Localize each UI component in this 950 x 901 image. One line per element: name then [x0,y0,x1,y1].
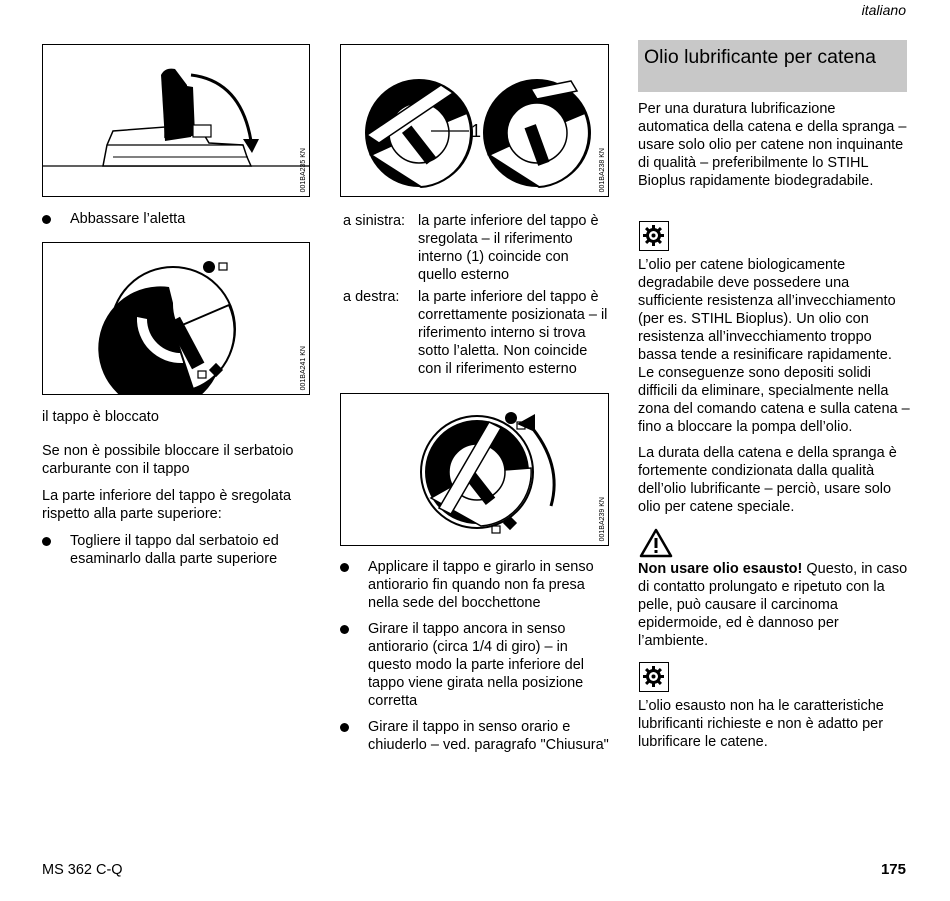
paragraph: La parte inferiore del tappo è sregolata rispetto alla parte superiore: [42,488,292,522]
term-right: a destra: [343,289,400,305]
paragraph: La durata della catena e della spranga è fortemente condizionata dalla qualità dell’olio lubrificante – perciò, usare solo olio per catene speciale. [638,445,897,515]
list-item: Togliere il tappo dal serbatoio ed esaminarlo dalla parte superiore [42,532,322,568]
warning-text: Questo, in caso di contatto prolungato e ripetuto con la pelle, può causare il carcinoma epidermoide, ed è dannoso per l’ambiente. [638,561,908,649]
bullet-dot [42,215,51,224]
warning-paragraph [638,560,910,650]
figure-code: 001BA239 KN [599,496,606,541]
warning-icon [639,528,673,558]
callout-number: 1 [471,121,482,141]
gear-note-icon [639,662,669,692]
language-label: italiano [861,2,906,18]
desc-left: la parte inferiore del tappo è sregolata – il riferimento interno (1) coincide con quello esterno [418,213,599,283]
page-number: 175 [880,861,906,878]
figure-lower-tab [42,44,310,197]
list-item: Girare il tappo ancora in senso antiorario (circa 1/4 di giro) – in questo modo la parte inferiore del tappo viene girata nella posizione corretta [340,620,610,710]
cap-comparison-illustration [341,45,609,197]
cap-locked-illustration [43,243,310,395]
figure-cap-rotate [340,393,609,546]
bullet-dot [340,723,349,732]
warning-bold: Non usare olio esausto! [638,561,803,577]
bullet-dot [42,537,51,546]
list-item: Abbassare l’aletta [42,210,302,228]
paragraph: Per una duratura lubrificazione automatica della catena e della spranga – usare solo olio per catene non inquinante di qualità – preferibilmente lo STIHL Bioplus rapidamente biodegradabile. [638,101,907,189]
section-title-bar [638,40,907,92]
lower-tab-illustration [43,45,310,197]
term-left: a sinistra: [343,213,406,229]
cap-rotate-illustration [341,394,609,546]
figure-cap-locked [42,242,310,395]
figure-cap-comparison [340,44,609,197]
bullet-dot [340,563,349,572]
section-heading: Se non è possibile bloccare il serbatoio carburante con il tappo [42,443,294,477]
desc-right: la parte inferiore del tappo è correttamente posizionata – il riferimento interno si trova sotto l’aletta. Non coincide con il riferimento esterno [418,289,608,377]
locked-caption: il tappo è bloccato [42,409,159,425]
figure-code: 001BA238 KN [599,147,606,192]
bullet-dot [340,625,349,634]
list-item: Girare il tappo in senso orario e chiuderlo – ved. paragrafo "Chiusura" [340,718,610,754]
section-title: Olio lubrificante per catena [644,46,876,68]
gear-note-icon [639,221,669,251]
paragraph: L’olio per catene biologicamente degradabile deve possedere una sufficiente resistenza all’invecchiamento (per es. STIHL Bioplus). Un olio con resistenza all’invecchiamento troppo bassa tende a resinificare rapidamente. Le conseguenze sono depositi solidi difficili da eliminare, specialmente nella zona del comando catena e sulla catena – fino a bloccare la pompa dell’olio. [638,257,910,435]
paragraph: L’olio esausto non ha le caratteristiche lubrificanti richieste e non è adatto per lubrificare le catene. [638,698,884,750]
list-item: Applicare il tappo e girarlo in senso antiorario fin quando non fa presa nella sede del bocchettone [340,558,610,612]
figure-code: 001BA241 KN [300,345,307,390]
figure-code: 001BA235 KN [300,147,307,192]
model-label: MS 362 C-Q [42,862,123,878]
